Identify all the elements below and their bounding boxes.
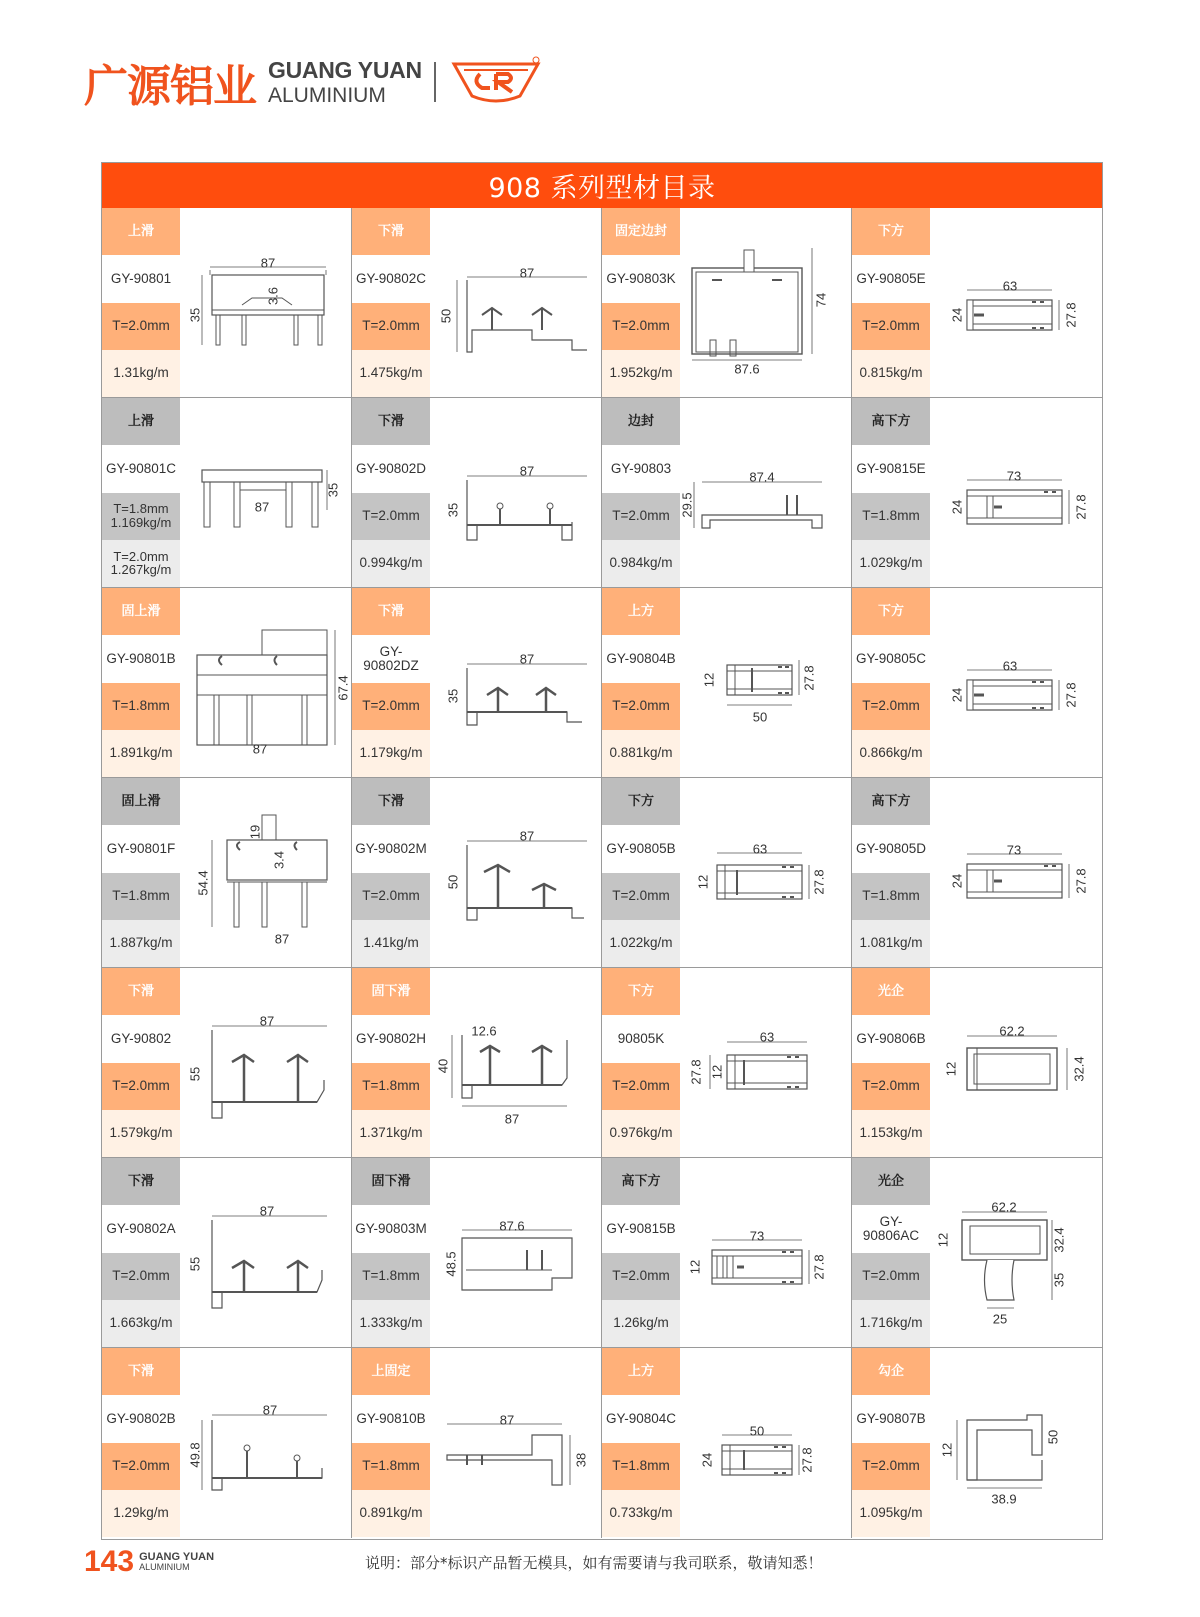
dimension-label: 87 (519, 651, 535, 667)
profile-code: GY-90815E (852, 445, 930, 492)
dimension-label: 87 (252, 741, 268, 757)
dimension-label: 55 (187, 1066, 203, 1082)
dimension-label: 87 (519, 463, 535, 479)
profile-info (602, 778, 680, 967)
profile-name: 固上滑 (102, 588, 180, 635)
profile-weight: 0.976kg/m (602, 1110, 680, 1157)
profile-card (102, 1348, 352, 1538)
profile-drawing (432, 790, 598, 960)
dimension-label: 27.8 (1073, 494, 1089, 520)
profile-name: 光企 (852, 1158, 930, 1205)
dimension-label: 87 (262, 1402, 278, 1418)
profile-code: GY-90803M (352, 1205, 430, 1252)
profile-card (102, 1158, 352, 1348)
profile-name: 勾企 (852, 1348, 930, 1395)
profile-card (852, 968, 1102, 1158)
dimension-label: 24 (949, 873, 965, 889)
profile-code: GY-90805B (602, 825, 680, 872)
profile-name: 固上滑 (102, 778, 180, 825)
brand-name-cn: 广源铝业 (84, 61, 256, 112)
profile-name: 下滑 (352, 208, 430, 255)
profile-thickness: T=2.0mm (102, 1253, 180, 1300)
profile-drawing (432, 600, 598, 770)
brand-header (84, 52, 542, 112)
profile-weight: 0.984kg/m (602, 540, 680, 587)
profile-row (102, 778, 1102, 968)
footer-brand-line2: ALUMINIUM (139, 1562, 190, 1572)
profile-code: 90805K (602, 1015, 680, 1062)
profile-weight: 1.081kg/m (852, 920, 930, 967)
profile-weight: 1.371kg/m (352, 1110, 430, 1157)
profile-drawing (182, 980, 348, 1150)
profile-thickness: T=2.0mm (602, 1253, 680, 1300)
dimension-label: 62.2 (999, 1023, 1025, 1039)
profile-thickness: T=2.0mm (102, 1063, 180, 1110)
dimension-label: 63 (759, 1029, 775, 1045)
dimension-label: 50 (749, 1423, 765, 1439)
dimension-label: 49.8 (187, 1442, 203, 1468)
profile-drawing (432, 1360, 598, 1530)
profile-name: 下滑 (352, 588, 430, 635)
profile-drawing (932, 600, 1098, 770)
profile-code: GY-90806AC (852, 1205, 930, 1252)
profile-info (602, 1348, 680, 1537)
profile-name: 上滑 (102, 398, 180, 445)
profile-info (852, 968, 930, 1157)
profile-weight: 1.095kg/m (852, 1490, 930, 1537)
profile-card (352, 208, 602, 398)
dimension-label: 24 (949, 687, 965, 703)
profile-drawing (932, 790, 1098, 960)
dimension-label: 48.5 (443, 1251, 459, 1277)
profile-code: GY-90807B (852, 1395, 930, 1442)
profile-code: GY-90805C (852, 635, 930, 682)
profile-info (602, 588, 680, 777)
profile-code: GY-90803K (602, 255, 680, 302)
dimension-label: 27.8 (801, 665, 817, 691)
profile-catalog (101, 162, 1103, 1540)
dimension-label: 63 (1002, 278, 1018, 294)
profile-weight: 0.815kg/m (852, 350, 930, 397)
profile-code: GY-90802C (352, 255, 430, 302)
profile-name: 下方 (852, 208, 930, 255)
profile-thickness: T=1.8mm 1.169kg/m (102, 493, 180, 540)
profile-drawing (432, 220, 598, 390)
profile-row (102, 1348, 1102, 1538)
profile-info (352, 778, 430, 967)
profile-weight: 0.733kg/m (602, 1490, 680, 1537)
profile-name: 上方 (602, 588, 680, 635)
profile-code: GY-90801 (102, 255, 180, 302)
profile-card (352, 778, 602, 968)
dimension-label: 50 (438, 308, 454, 324)
profile-card (102, 398, 352, 588)
profile-info (852, 588, 930, 777)
profile-info (102, 588, 180, 777)
brand-name-en-line1: GUANG YUAN (268, 56, 422, 83)
profile-name: 固下滑 (352, 968, 430, 1015)
dimension-label: 29.5 (679, 492, 695, 518)
profile-info (852, 398, 930, 587)
profile-name: 下方 (602, 968, 680, 1015)
profile-name: 边封 (602, 398, 680, 445)
profile-thickness: T=1.8mm (352, 1063, 430, 1110)
profile-drawing (182, 410, 348, 580)
dimension-label: 63 (1002, 658, 1018, 674)
dimension-label: 12 (709, 1064, 725, 1080)
profile-weight: 0.881kg/m (602, 730, 680, 777)
profile-thickness: T=1.8mm (102, 683, 180, 730)
profile-thickness: T=2.0mm (102, 303, 180, 350)
footer-brand (139, 1552, 214, 1572)
profile-code: GY-90801B (102, 635, 180, 682)
profile-info (852, 778, 930, 967)
profile-drawing (682, 1360, 848, 1530)
profile-weight: 1.887kg/m (102, 920, 180, 967)
profile-weight: 0.891kg/m (352, 1490, 430, 1537)
dimension-label: 35 (445, 502, 461, 518)
profile-weight: 1.29kg/m (102, 1490, 180, 1537)
dimension-label: 27.8 (799, 1447, 815, 1473)
profile-weight: 1.475kg/m (352, 350, 430, 397)
profile-drawing (182, 600, 351, 770)
profile-info (102, 968, 180, 1157)
profile-name: 下滑 (102, 1348, 180, 1395)
profile-code: GY-90801C (102, 445, 180, 492)
profile-card (852, 208, 1102, 398)
profile-drawing (682, 220, 848, 390)
profile-weight: 1.891kg/m (102, 730, 180, 777)
profile-card (602, 208, 852, 398)
profile-code: GY-90803 (602, 445, 680, 492)
dimension-label: 87 (254, 499, 270, 515)
dimension-label: 12 (687, 1259, 703, 1275)
profile-weight: 1.716kg/m (852, 1300, 930, 1347)
dimension-label: 27.8 (1063, 682, 1079, 708)
profile-drawing (932, 220, 1098, 390)
profile-name: 高下方 (852, 398, 930, 445)
profile-drawing (682, 1170, 848, 1340)
dimension-label: 12 (943, 1061, 959, 1077)
profile-card (102, 778, 352, 968)
dimension-label: 24 (949, 307, 965, 323)
profile-drawing (182, 1170, 348, 1340)
profile-card (852, 1158, 1102, 1348)
profile-name: 上方 (602, 1348, 680, 1395)
profile-code: GY-90802H (352, 1015, 430, 1062)
profile-thickness: T=2.0mm (602, 873, 680, 920)
profile-drawing (432, 410, 598, 580)
profile-code: GY-90804C (602, 1395, 680, 1442)
profile-name: 上滑 (102, 208, 180, 255)
profile-name: 下滑 (352, 398, 430, 445)
profile-weight: 1.179kg/m (352, 730, 430, 777)
dimension-label: 74 (813, 292, 829, 308)
dimension-label: 25 (992, 1311, 1008, 1327)
profile-thickness: T=2.0mm (352, 303, 430, 350)
dimension-label: 73 (749, 1228, 765, 1244)
dimension-label: 3.4 (271, 850, 287, 870)
profile-info (352, 1158, 430, 1347)
profile-info (602, 1158, 680, 1347)
dimension-label: 27.8 (1063, 302, 1079, 328)
profile-info (352, 208, 430, 397)
profile-info (352, 588, 430, 777)
profile-thickness: T=2.0mm (602, 493, 680, 540)
profile-name: 高下方 (602, 1158, 680, 1205)
dimension-label: 62.2 (991, 1199, 1017, 1215)
profile-code: GY-90810B (352, 1395, 430, 1442)
profile-card (852, 1348, 1102, 1538)
dimension-label: 87 (499, 1412, 515, 1428)
profile-info (352, 398, 430, 587)
profile-code: GY-90802B (102, 1395, 180, 1442)
profile-name: 下方 (852, 588, 930, 635)
profile-thickness: T=2.0mm (602, 1063, 680, 1110)
dimension-label: 38 (573, 1452, 589, 1468)
profile-info (852, 1158, 930, 1347)
profile-info (352, 968, 430, 1157)
dimension-label: 35 (445, 688, 461, 704)
profile-weight: 1.26kg/m (602, 1300, 680, 1347)
profile-weight: 1.31kg/m (102, 350, 180, 397)
dimension-label: 40 (435, 1058, 451, 1074)
profile-info (102, 208, 180, 397)
dimension-label: 35 (325, 482, 341, 498)
profile-info (852, 208, 930, 397)
profile-name: 高下方 (852, 778, 930, 825)
profile-drawing (182, 220, 348, 390)
dimension-label: 35 (1051, 1272, 1067, 1288)
profile-thickness: T=2.0mm (352, 683, 430, 730)
dimension-label: 87 (274, 931, 290, 947)
profile-thickness: T=1.8mm (352, 1443, 430, 1490)
profile-code: GY-90802DZ (352, 635, 430, 682)
profile-name: 下方 (602, 778, 680, 825)
dimension-label: 87.6 (734, 361, 760, 377)
brand-logo-icon (450, 56, 542, 108)
brand-name-en-line2: ALUMINIUM (268, 83, 386, 107)
profile-weight: T=2.0mm 1.267kg/m (102, 540, 180, 587)
dimension-label: 67.4 (335, 675, 351, 701)
profile-thickness: T=1.8mm (602, 1443, 680, 1490)
profile-card (102, 208, 352, 398)
dimension-label: 50 (1045, 1429, 1061, 1445)
profile-thickness: T=2.0mm (352, 873, 430, 920)
profile-card (102, 968, 352, 1158)
profile-code: GY-90806B (852, 1015, 930, 1062)
dimension-label: 27.8 (811, 869, 827, 895)
dimension-label: 87 (504, 1111, 520, 1127)
profile-drawing (682, 600, 848, 770)
dimension-label: 87 (259, 1203, 275, 1219)
profile-code: GY-90815B (602, 1205, 680, 1252)
profile-thickness: T=2.0mm (602, 683, 680, 730)
profile-name: 光企 (852, 968, 930, 1015)
profile-card (352, 1158, 602, 1348)
catalog-title-bar (102, 163, 1102, 208)
profile-info (852, 1348, 930, 1537)
profile-info (102, 1348, 180, 1537)
profile-info (102, 398, 180, 587)
brand-separator (434, 62, 436, 102)
profile-weight: 1.029kg/m (852, 540, 930, 587)
dimension-label: 87 (259, 1013, 275, 1029)
profile-thickness: T=2.0mm (852, 1253, 930, 1300)
profile-thickness: T=2.0mm (602, 303, 680, 350)
profile-card (852, 778, 1102, 968)
profile-info (602, 208, 680, 397)
profile-drawing (182, 790, 348, 960)
profile-code: GY-90802A (102, 1205, 180, 1252)
dimension-label: 3.6 (265, 286, 281, 306)
profile-info (102, 778, 180, 967)
profile-drawing (932, 1360, 1098, 1530)
dimension-label: 35 (187, 307, 203, 323)
dimension-label: 19 (247, 824, 263, 840)
dimension-label: 73 (1006, 842, 1022, 858)
profile-drawing (682, 980, 848, 1150)
profile-row (102, 208, 1102, 398)
brand-name-en (268, 56, 422, 107)
profile-card (352, 588, 602, 778)
profile-thickness: T=2.0mm (852, 303, 930, 350)
profile-card (102, 588, 352, 778)
dimension-label: 24 (949, 499, 965, 515)
profile-drawing (682, 790, 848, 960)
profile-thickness: T=1.8mm (352, 1253, 430, 1300)
profile-code: GY-90802 (102, 1015, 180, 1062)
dimension-label: 50 (445, 874, 461, 890)
profile-card (602, 778, 852, 968)
profile-thickness: T=2.0mm (852, 1443, 930, 1490)
dimension-label: 87 (519, 265, 535, 281)
profile-drawing (932, 1170, 1098, 1340)
profile-card (852, 588, 1102, 778)
profile-card (602, 1158, 852, 1348)
dimension-label: 27.8 (811, 1254, 827, 1280)
dimension-label: 27.8 (688, 1059, 704, 1085)
dimension-label: 55 (187, 1256, 203, 1272)
profile-weight: 1.022kg/m (602, 920, 680, 967)
profile-row (102, 1158, 1102, 1348)
profile-card (602, 588, 852, 778)
dimension-label: 32.4 (1051, 1227, 1067, 1253)
dimension-label: 12.6 (471, 1023, 497, 1039)
profile-card (352, 968, 602, 1158)
profile-thickness: T=2.0mm (852, 1063, 930, 1110)
profile-code: GY-90804B (602, 635, 680, 682)
profile-drawing (679, 410, 848, 580)
profile-info (352, 1348, 430, 1537)
profile-thickness: T=2.0mm (852, 683, 930, 730)
page-number: 143 (84, 1545, 135, 1578)
profile-thickness: T=2.0mm (352, 493, 430, 540)
dimension-label: 32.4 (1071, 1056, 1087, 1082)
profile-name: 下滑 (352, 778, 430, 825)
dimension-label: 63 (752, 841, 768, 857)
profile-thickness: T=2.0mm (102, 1443, 180, 1490)
dimension-label: 50 (752, 709, 768, 725)
profile-info (602, 968, 680, 1157)
profile-info (102, 1158, 180, 1347)
profile-name: 固下滑 (352, 1158, 430, 1205)
page-footer (84, 1545, 214, 1579)
profile-weight: 1.663kg/m (102, 1300, 180, 1347)
profile-weight: 0.866kg/m (852, 730, 930, 777)
profile-row (102, 968, 1102, 1158)
dimension-label: 12 (935, 1232, 951, 1248)
profile-drawing (932, 410, 1098, 580)
footer-brand-line1: GUANG YUAN (139, 1551, 215, 1563)
profile-thickness: T=1.8mm (102, 873, 180, 920)
profile-drawing (432, 980, 598, 1150)
profile-thickness: T=1.8mm (852, 493, 930, 540)
profile-weight: 1.333kg/m (352, 1300, 430, 1347)
profile-name: 上固定 (352, 1348, 430, 1395)
dimension-label: 87.4 (749, 469, 775, 485)
footer-note: 说明：部分*标识产品暂无模具，如有需要请与我司联系，敬请知悉！ (365, 1554, 823, 1572)
profile-name: 固定边封 (602, 208, 680, 255)
profile-drawing (182, 1360, 348, 1530)
profile-thickness: T=1.8mm (852, 873, 930, 920)
profile-weight: 1.579kg/m (102, 1110, 180, 1157)
catalog-title: 908 系列型材目录 (488, 173, 716, 204)
dimension-label: 12 (701, 672, 717, 688)
profile-code: GY-90802M (352, 825, 430, 872)
dimension-label: 73 (1006, 468, 1022, 484)
profile-row (102, 398, 1102, 588)
profile-code: GY-90801F (102, 825, 180, 872)
profile-row (102, 588, 1102, 778)
profile-code: GY-90805E (852, 255, 930, 302)
dimension-label: 12 (939, 1442, 955, 1458)
profile-card (602, 968, 852, 1158)
profile-code: GY-90802D (352, 445, 430, 492)
profile-card (352, 1348, 602, 1538)
profile-weight: 0.994kg/m (352, 540, 430, 587)
dimension-label: 87 (260, 255, 276, 271)
dimension-label: 87 (519, 828, 535, 844)
profile-code: GY-90805D (852, 825, 930, 872)
profile-card (352, 398, 602, 588)
dimension-label: 24 (699, 1452, 715, 1468)
dimension-label: 12 (695, 874, 711, 890)
profile-card (852, 398, 1102, 588)
profile-name: 下滑 (102, 1158, 180, 1205)
profile-card (602, 1348, 852, 1538)
profile-info (602, 398, 680, 587)
dimension-label: 27.8 (1073, 868, 1089, 894)
profile-weight: 1.41kg/m (352, 920, 430, 967)
profile-drawing (932, 980, 1098, 1150)
profile-card (602, 398, 852, 588)
profile-name: 下滑 (102, 968, 180, 1015)
dimension-label: 38.9 (991, 1491, 1017, 1507)
profile-drawing (432, 1170, 598, 1340)
dimension-label: 54.4 (195, 870, 211, 896)
dimension-label: 87.6 (499, 1218, 525, 1234)
profile-weight: 1.153kg/m (852, 1110, 930, 1157)
profile-weight: 1.952kg/m (602, 350, 680, 397)
